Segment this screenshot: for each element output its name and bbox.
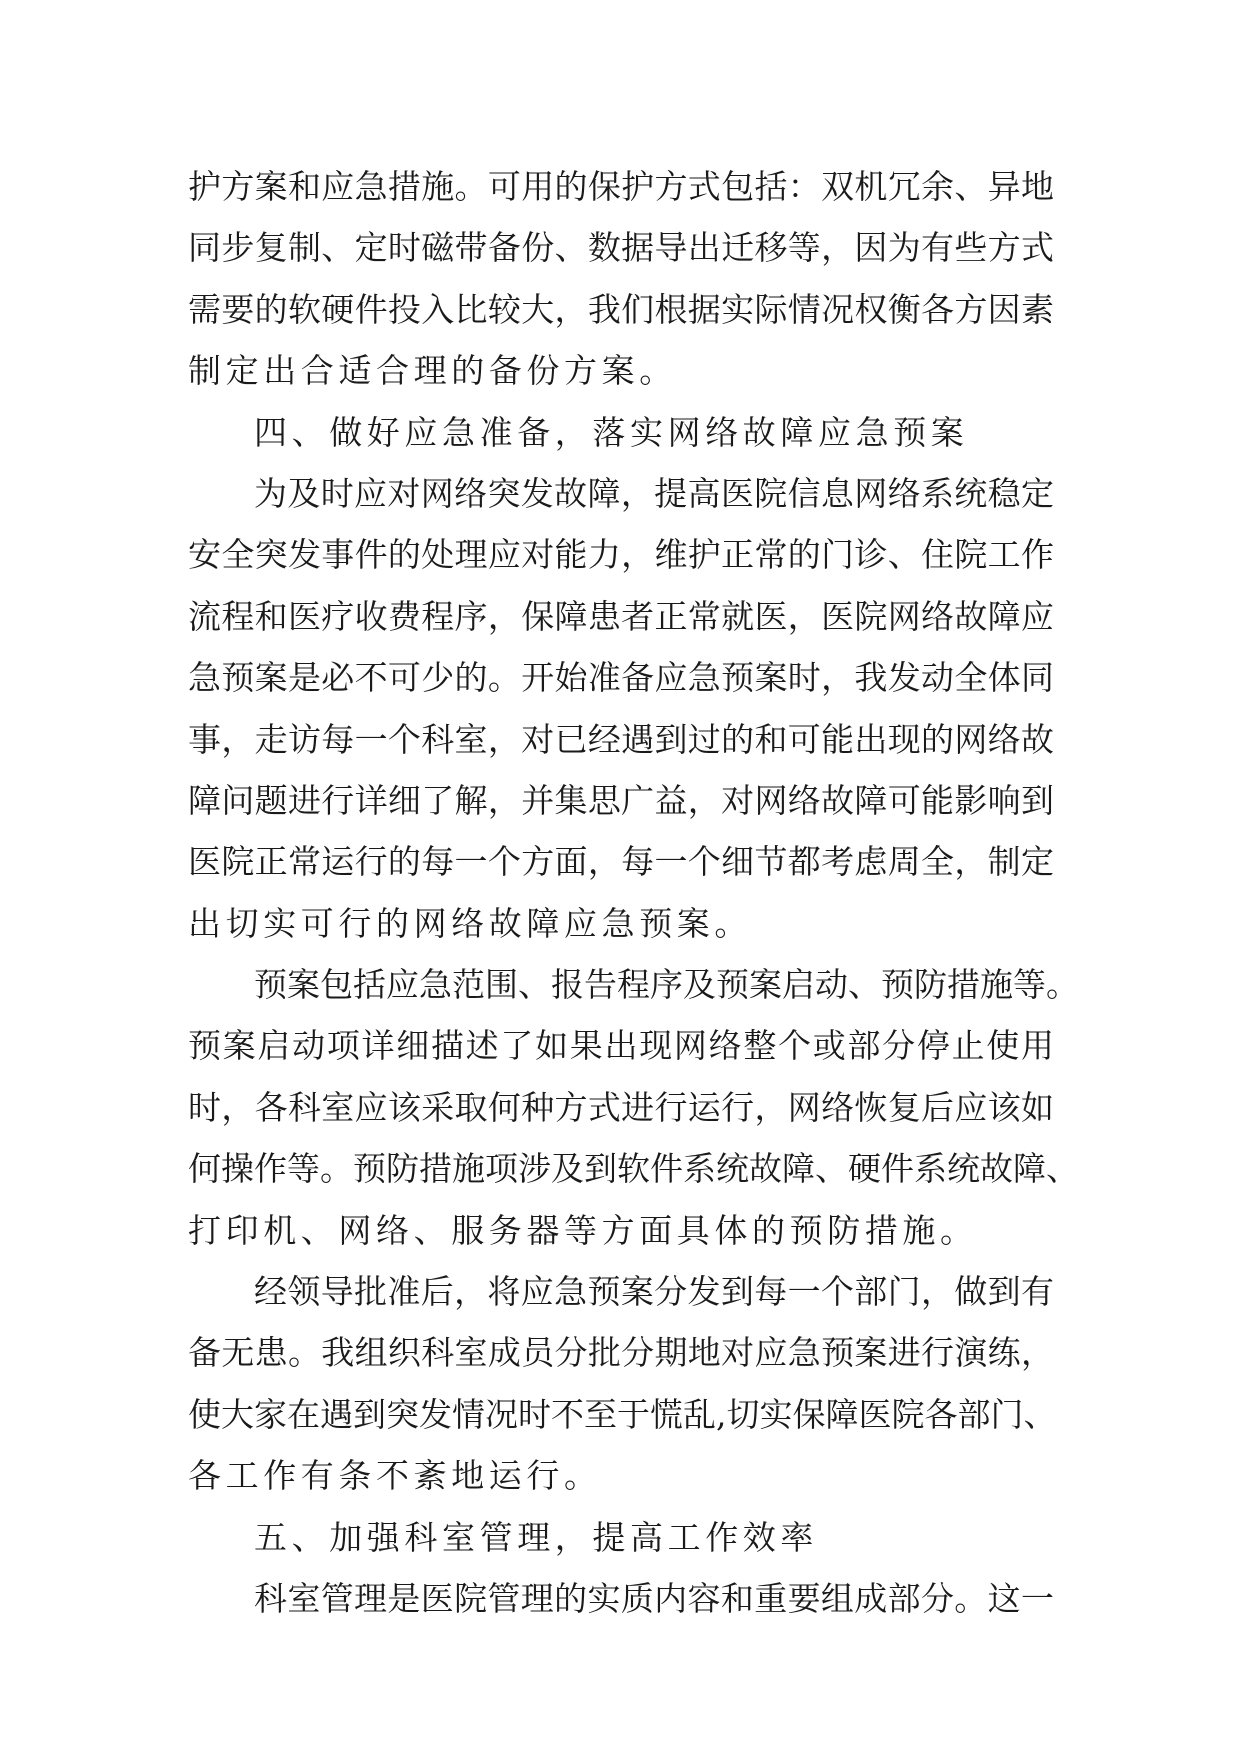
text-line: 预案启动项详细描述了如果出现网络整个或部分停止使用: [188, 1026, 1054, 1066]
text-line: 事，走访每一个科室，对已经遇到过的和可能出现的网络故: [188, 719, 1054, 759]
text-line: 制定出合适合理的备份方案。: [188, 351, 677, 391]
text-line: 打印机、网络、服务器等方面具体的预防措施。: [188, 1210, 978, 1250]
text-line: 出切实可行的网络故障应急预案。: [188, 903, 752, 943]
text-line: 需要的软硬件投入比较大，我们根据实际情况权衡各方因素: [188, 289, 1054, 329]
text-line: 安全突发事件的处理应对能力，维护正常的门诊、住院工作: [188, 535, 1054, 575]
text-line: 备无患。我组织科室成员分批分期地对应急预案进行演练，: [188, 1333, 1054, 1373]
text-line: 流程和医疗收费程序，保障患者正常就医，医院网络故障应: [188, 596, 1054, 636]
text-line: 护方案和应急措施。可用的保护方式包括：双机冗余、异地: [188, 167, 1054, 206]
text-line: 各工作有条不紊地运行。: [188, 1456, 602, 1496]
text-line: 使大家在遇到突发情况时不至于慌乱,切实保障医院各部门、: [188, 1394, 1057, 1434]
text-line: 同步复制、定时磁带备份、数据导出迁移等，因为有些方式: [188, 228, 1054, 268]
text-line: 何操作等。预防措施项涉及到软件系统故障、硬件系统故障、: [188, 1149, 1079, 1189]
section-heading: 五、加强科室管理，提高工作效率: [254, 1517, 818, 1557]
section-heading: 四、做好应急准备，落实网络故障应急预案: [254, 412, 969, 452]
text-line: 为及时应对网络突发故障，提高医院信息网络系统稳定: [254, 473, 1054, 513]
text-line: 经领导批准后，将应急预案分发到每一个部门，做到有: [254, 1272, 1054, 1312]
text-line: 时，各科室应该采取何种方式进行运行，网络恢复后应该如: [188, 1087, 1054, 1127]
text-line: 科室管理是医院管理的实质内容和重要组成部分。这一: [254, 1578, 1054, 1618]
text-line: 障问题进行详细了解，并集思广益，对网络故障可能影响到: [188, 780, 1054, 820]
text-line: 预案包括应急范围、报告程序及预案启动、预防措施等。: [254, 965, 1079, 1005]
body-text: [188, 156, 1079, 1629]
text-line: 医院正常运行的每一个方面，每一个细节都考虑周全，制定: [188, 842, 1054, 882]
text-line: 急预案是必不可少的。开始准备应急预案时，我发动全体同: [188, 658, 1054, 698]
